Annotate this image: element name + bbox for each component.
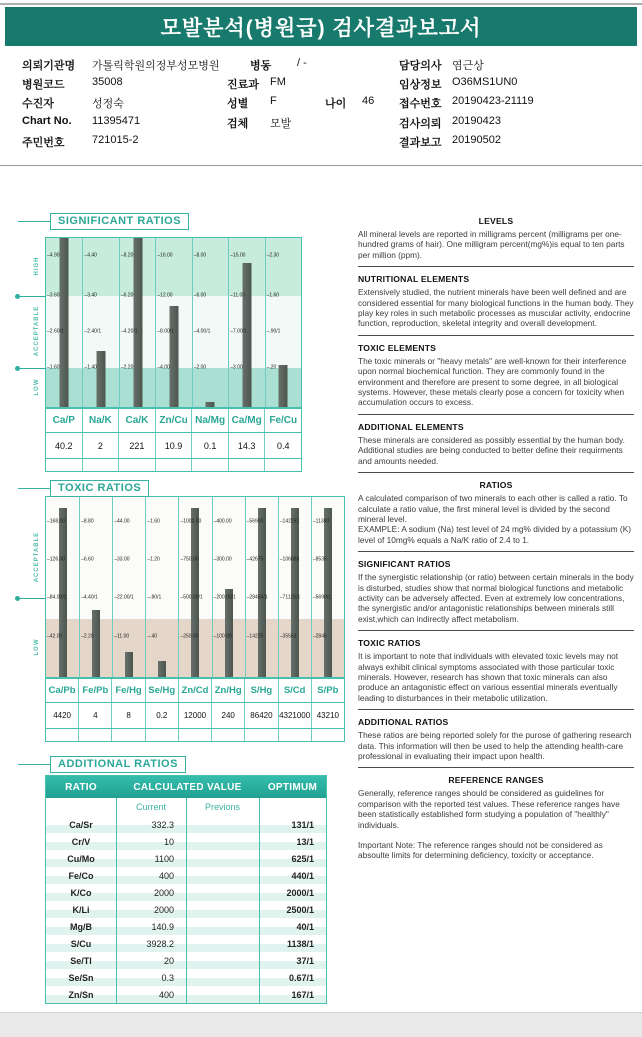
chart-column [145, 497, 178, 677]
chart-column [112, 497, 145, 677]
tick-label: –42675 [246, 557, 264, 564]
tick-label: –2.00 [193, 364, 207, 371]
chart-column [46, 497, 79, 677]
table-cell: 10 [163, 836, 174, 847]
tick-label: –4.40 [84, 252, 97, 259]
chart-row-emp [46, 458, 301, 471]
ratio-value-cell: 10.9 [155, 433, 192, 458]
previous-value-cell [311, 729, 344, 741]
table-cell: 0.3 [161, 972, 174, 983]
toxic-ratios-axis [30, 496, 45, 678]
tick-label: –8.20 [120, 252, 134, 259]
table-cell: Ca/Sr [69, 819, 93, 830]
table-cell: 0.67/1 [288, 972, 314, 983]
field-value: 20190502 [452, 134, 501, 146]
text-section-additional-ratios [358, 717, 634, 768]
field-label: 진료과 [227, 79, 259, 91]
tick-label: –6.00 [193, 292, 207, 299]
chart-row-emp [46, 728, 344, 741]
section-paragraph: A calculated comparison of two minerals to each other is called a ratio. To calculate a ratio value, the first mineral level is divided by the second mineral level. [358, 493, 628, 524]
tick-label: –6.20 [120, 292, 134, 299]
tick-label: –12.00 [157, 292, 173, 299]
ideal-line-marker [18, 598, 46, 599]
table-cell: 140.9 [151, 921, 174, 932]
zone-label: LOW [34, 638, 40, 656]
ratio-label-cell: S/Pb [311, 679, 344, 702]
bar-Se/Hg [158, 661, 166, 677]
chart-column [265, 238, 301, 407]
chart-column [311, 497, 344, 677]
bar-S/Pb [324, 508, 332, 677]
section-heading: TOXIC RATIOS [358, 638, 421, 649]
table-cell: Mg/B [70, 921, 92, 932]
chart-column [79, 497, 112, 677]
text-section-additional-elements [358, 422, 634, 473]
tick-label: –100.00 [213, 633, 232, 640]
tick-label: –2.40/1 [84, 328, 102, 335]
report-title: 모발분석(병원급) 검사결과보고서 [160, 16, 482, 40]
ratio-value-cell: 0.2 [145, 703, 178, 728]
significant-ratios-title: SIGNIFICANT RATIOS [50, 213, 189, 230]
previous-value-cell [155, 459, 192, 471]
text-section-significant-ratios [358, 559, 634, 631]
table-cell: Se/Sn [68, 972, 94, 983]
zone-label: HIGH [34, 256, 40, 276]
section-paragraph: EXAMPLE: A sodium (Na) test level of 24 mg% divided by a potassium (K) level of 10mg% equals a Na/K ratio of 2.4 to 1. [358, 524, 631, 545]
previous-value-cell [118, 459, 155, 471]
ratio-label-cell: Fe/Hg [111, 679, 144, 702]
ratio-value-cell: 0.1 [191, 433, 228, 458]
table-cell: 2000/1 [286, 887, 314, 898]
table-cell: Cr/V [71, 836, 91, 847]
additional-ratios-title: ADDITIONAL RATIOS [50, 756, 186, 773]
ratio-value-cell: 4321000 [278, 703, 311, 728]
tick-label: –.90/1 [266, 328, 281, 335]
table-cell: 2000 [153, 887, 174, 898]
previous-value-cell [46, 729, 78, 741]
bar-Na/K [97, 351, 106, 407]
text-section-toxic-elements [358, 343, 634, 415]
field-label: 나이 [325, 98, 347, 110]
chart-column [245, 497, 278, 677]
previous-value-cell [278, 729, 311, 741]
tick-label: –3.60 [47, 292, 60, 299]
field-label: 임상정보 [399, 79, 442, 91]
tick-label: –8535 [312, 557, 327, 564]
table-cell: 400 [158, 989, 174, 1000]
ratio-label-cell: Fe/Cu [264, 409, 301, 432]
zone-label: LOW [34, 378, 40, 396]
ratio-label-cell: S/Hg [244, 679, 277, 702]
section-paragraph: The toxic minerals or "heavy metals" are well-known for their interference upon normal biochemical function. They are commonly found in the environment and therefore are present to some degree, in all biological systems. However, these metals clearly pose a concern for toxicity when accumulation occurs to excess. [358, 355, 627, 408]
field-value: / - [297, 57, 307, 69]
column-header: OPTIMUM [267, 781, 318, 793]
field-value: 가톨릭학원의정부성모병원 [92, 60, 220, 72]
chart-row-val [46, 702, 344, 728]
table-cell: 1138/1 [286, 938, 314, 949]
tick-label: –126.00 [47, 557, 66, 564]
column-header: RATIO [65, 781, 97, 793]
chart-column [119, 238, 155, 407]
tick-label: –142251 [279, 518, 300, 525]
toxic-ratios-table [45, 678, 345, 742]
section-paragraph: Generally, reference ranges should be considered as guidelines for comparison with the reported test values. These reference ranges have been statistically established form studying a population of "healthly" individuals. [358, 788, 620, 830]
ratio-value-cell: 43210 [311, 703, 344, 728]
tick-label: –11.00 [230, 292, 246, 299]
tick-label: –4.20/1 [120, 328, 138, 335]
tick-label: –14225 [246, 633, 264, 640]
zone-label: ACCEPTABLE [34, 305, 40, 357]
previous-value-cell [46, 459, 82, 471]
header-rule [18, 764, 50, 765]
tick-label: –400.00 [213, 518, 232, 525]
tick-label: –11.00 [114, 633, 130, 640]
bar-Na/Mg [206, 402, 215, 407]
field-value: O36MS1UN0 [452, 76, 518, 88]
significant-ratios-header [18, 213, 189, 230]
field-label: 담당의사 [399, 60, 442, 72]
bar-Ca/P [60, 238, 69, 407]
ratio-value-cell: 0.4 [264, 433, 301, 458]
bar-Ca/Mg [242, 263, 251, 407]
previous-value-cell [264, 459, 301, 471]
tick-label: –2.30 [266, 252, 280, 259]
ratio-label-cell: Ca/K [118, 409, 155, 432]
chart-column [228, 238, 264, 407]
field-label: 병동 [250, 60, 272, 72]
previous-value-cell [191, 459, 228, 471]
ratio-value-cell: 8 [111, 703, 144, 728]
column-header: CALCULATED VALUE [133, 781, 242, 793]
field-label: 의뢰기관명 [22, 60, 76, 72]
text-section-toxic-ratios [358, 638, 634, 710]
table-cell: S/Cu [70, 938, 92, 949]
ratio-label-cell: Ca/Pb [48, 685, 76, 696]
field-value: 20190423-21119 [452, 95, 534, 107]
tick-label: –15.00 [230, 252, 246, 259]
tick-label: –106688 [279, 557, 300, 564]
tick-label: –4.40/1 [81, 594, 98, 601]
text-section-reference-ranges [358, 775, 634, 866]
ideal-line-marker [18, 296, 46, 297]
previous-value-cell [178, 729, 211, 741]
previous-value-cell [145, 729, 178, 741]
table-cell: 167/1 [291, 989, 314, 1000]
field-value: 성정숙 [92, 98, 124, 110]
tick-label: –300.00 [213, 557, 232, 564]
table-cell: 2000 [153, 904, 174, 915]
header-divider [0, 165, 642, 166]
table-cell: Fe/Co [68, 870, 94, 881]
bar-Fe/Pb [92, 610, 100, 677]
table-cell: 13/1 [296, 836, 314, 847]
text-section-nutritional-elements [358, 274, 634, 336]
tick-label: –2845 [312, 633, 327, 640]
tick-label: –2.20 [120, 364, 134, 371]
chart-column [212, 497, 245, 677]
table-cell: 1100 [154, 853, 174, 864]
tick-label: –33.00 [114, 557, 130, 564]
table-cell: 440/1 [291, 870, 314, 881]
tick-label: –11380 [312, 518, 330, 525]
table-cell: 20 [163, 955, 174, 966]
footer-band [0, 1012, 642, 1037]
field-label: 검체 [227, 118, 249, 130]
ratio-label-cell: Se/Hg [145, 679, 178, 702]
field-value: 20190423 [452, 115, 501, 127]
section-heading: RATIOS [479, 480, 513, 491]
chart-column [46, 238, 82, 407]
ratio-label-cell: Na/K [82, 409, 119, 432]
field-value: F [270, 95, 277, 107]
field-label: 성별 [227, 98, 249, 110]
chart-column [192, 238, 228, 407]
tick-label: –5690/1 [312, 594, 331, 601]
chart-column [82, 238, 118, 407]
column-divider [259, 798, 260, 1003]
table-cell: 3928.2 [146, 938, 174, 949]
tick-label: –.80/1 [147, 594, 162, 601]
tick-label: –8.80 [81, 518, 94, 525]
tick-label: –6.60 [81, 557, 94, 564]
tick-label: –44.00 [114, 518, 130, 525]
section-heading: ADDITIONAL RATIOS [358, 717, 449, 728]
table-cell: Se/Tl [70, 955, 92, 966]
section-heading: NUTRITIONAL ELEMENTS [358, 274, 470, 285]
chart-row-val [46, 432, 301, 458]
ratio-label-cell: Zn/Cd [178, 679, 211, 702]
ratio-label-cell: Fe/Pb [78, 679, 111, 702]
field-value: 721015-2 [92, 134, 139, 146]
ratio-value-cell: 4 [78, 703, 111, 728]
tick-label: –16.00 [157, 252, 173, 259]
text-section-levels [358, 216, 634, 267]
section-paragraph: All mineral levels are reported in milligrams percent (milligrams per one-hundred grams of hair). One milligram percent(mg%)is equal to ten parts per million (ppm). [358, 229, 625, 260]
tick-label: –28450/1 [246, 594, 268, 601]
chart-column [155, 238, 191, 407]
tick-label: –1000.00 [180, 518, 202, 525]
ratio-value-cell: 240 [211, 703, 244, 728]
section-heading: ADDITIONAL ELEMENTS [358, 421, 464, 432]
tick-label: –22.00/1 [114, 594, 134, 601]
tick-label: –3.00 [230, 364, 243, 371]
field-value: 11395471 [92, 115, 141, 127]
tick-label: –3.40 [84, 292, 97, 299]
previous-value-cell [82, 459, 119, 471]
tick-label: –35563 [279, 633, 297, 640]
field-label: 결과보고 [399, 137, 442, 149]
tick-label: –1.20 [147, 557, 160, 564]
table-cell: Cu/Mo [67, 853, 95, 864]
column-divider [186, 798, 187, 1003]
ideal-line-marker [18, 368, 46, 369]
bar-Zn/Cu [169, 306, 178, 407]
ratio-value-cell: 4420 [53, 711, 71, 720]
zone-label: ACCEPTABLE [34, 531, 40, 583]
significant-ratios-axis [30, 237, 45, 408]
tick-label: –8.00 [193, 252, 207, 259]
tick-label: –56900 [246, 518, 264, 525]
header-rule [18, 488, 50, 489]
section-heading: REFERENCE RANGES [448, 775, 544, 786]
field-label: Chart No. [22, 115, 72, 127]
section-heading: TOXIC ELEMENTS [358, 342, 437, 353]
field-label: 수진자 [22, 98, 54, 110]
section-paragraph: These minerals are considered as possibly essential by the human body. Additional studies are being conducted to better define their requirments and amounts needed. [358, 434, 625, 466]
ratio-value-cell: 40.2 [55, 440, 73, 451]
table-cell: 625/1 [291, 853, 314, 864]
tick-label: –1.60 [266, 292, 280, 299]
field-value: 모발 [270, 118, 292, 130]
section-paragraph: If the synergistic relationship (or ratio) between certain minerals in the body is disturbed, studies show that normal biological functions and metabolic activity can be adversely affected. Even at extremely low concentrations, the synergistic and/or antagonistic relationships between minerals still exist,which can indirectly affect metabolism. [358, 572, 634, 624]
subcolumn-header: Current [135, 802, 166, 812]
section-paragraph: Extensively studied, the nutrient minerals have been well defined and are considered essential for many biological functions in the human body. They play key roles in such metabolic processes as muscular activity, endocrine function, reproduction, skeletal integrity and overall development. [358, 287, 634, 329]
previous-value-cell [111, 729, 144, 741]
toxic-ratios-title: TOXIC RATIOS [50, 480, 149, 497]
table-cell: 332.3 [151, 819, 174, 830]
tick-label: –.40 [147, 633, 158, 640]
bar-Ca/K [133, 238, 142, 407]
ratio-value-cell: 14.3 [228, 433, 265, 458]
additional-ratios-table [45, 775, 327, 1004]
bar-Fe/Cu [279, 365, 288, 407]
significant-ratios-table [45, 408, 302, 472]
table-cell: 40/1 [296, 921, 314, 932]
bar-Ca/Pb [59, 508, 67, 677]
field-value: 46 [362, 95, 375, 107]
ratio-value-cell: 2 [82, 433, 119, 458]
text-section-ratios [358, 480, 634, 552]
section-paragraph: Important Note: The reference ranges should not be considered as absoulte limits for determining deficiency, toxicity or acceptance. [358, 840, 603, 861]
chart-row-cat [46, 408, 301, 432]
ratio-value-cell: 12000 [178, 703, 211, 728]
field-value: 염근상 [452, 60, 484, 72]
ratio-label-cell: Na/Mg [191, 409, 228, 432]
table-cell: 37/1 [296, 955, 314, 966]
tick-label: –7.00/1 [230, 328, 247, 335]
section-paragraph: These ratios are being reported solely for the purose of gathering research data. This information will then be used to help the attending health-care professional in evaluating their impact upon health. [358, 730, 632, 761]
bar-S/Hg [258, 508, 266, 677]
field-label: 검사의뢰 [399, 118, 442, 130]
tick-label: –1.40 [84, 364, 97, 371]
previous-value-cell [78, 729, 111, 741]
previous-value-cell [244, 729, 277, 741]
tick-label: –42.00 [47, 633, 63, 640]
column-divider [116, 798, 117, 1003]
field-value: FM [270, 76, 286, 88]
tick-label: –2.20 [81, 633, 94, 640]
table-cell: 400 [158, 870, 174, 881]
patient-info [0, 0, 642, 165]
chart-row-cat [46, 678, 344, 702]
tick-label: –.20 [266, 364, 277, 371]
bar-S/Cd [291, 508, 299, 677]
tick-label: –1.60 [147, 518, 160, 525]
tick-label: –8.00/1 [157, 328, 174, 335]
table-cell: 131/1 [291, 819, 314, 830]
toxic-ratios-header [18, 480, 149, 497]
field-value: 35008 [92, 76, 123, 88]
tick-label: –750.00 [180, 557, 199, 564]
field-label: 접수번호 [399, 98, 442, 110]
tick-label: –200.00/1 [213, 594, 236, 601]
chart-column [278, 497, 311, 677]
table-cell: Zn/Sn [68, 989, 94, 1000]
field-label: 병원코드 [22, 79, 65, 91]
ratio-label-cell: Ca/Mg [228, 409, 265, 432]
tick-label: –4.00 [157, 364, 170, 371]
bar-Zn/Cd [191, 508, 199, 677]
ratio-label-cell: S/Cd [278, 679, 311, 702]
additional-ratios-header [18, 756, 186, 773]
chart-column [178, 497, 211, 677]
tick-label: –4.00/1 [193, 328, 211, 335]
previous-value-cell [211, 729, 244, 741]
table-cell: 2500/1 [286, 904, 314, 915]
tick-label: –4.90 [47, 252, 60, 259]
ratio-label-cell: Ca/P [52, 415, 75, 426]
section-heading: SIGNIFICANT RATIOS [358, 559, 451, 570]
tick-label: –250.00 [180, 633, 199, 640]
subcolumn-header: Previons [204, 802, 240, 812]
ratio-value-cell: 221 [118, 433, 155, 458]
section-paragraph: It is important to note that individuals with elevated toxic levels may not always exhibit clinical symptoms associated with those particular toxic minerals. However, research has shown that toxic minerals can also produce an antagonistic effect on various essential minerals eventually leading to disturbances in their metabolic utilization. [358, 651, 619, 703]
significant-ratios-chart [45, 237, 302, 408]
section-heading: LEVELS [478, 216, 514, 226]
header-rule [18, 221, 50, 222]
table-cell: K/Li [72, 904, 90, 915]
ratio-label-cell: Zn/Cu [155, 409, 192, 432]
additional-ratios-table-head [46, 776, 326, 798]
bar-Fe/Hg [125, 652, 133, 677]
ratio-value-cell: 86420 [244, 703, 277, 728]
tick-label: –84.00/1 [47, 594, 67, 601]
table-cell: K/Co [70, 887, 92, 898]
tick-label: –2.60/1 [47, 328, 64, 335]
ratio-label-cell: Zn/Hg [211, 679, 244, 702]
previous-value-cell [228, 459, 265, 471]
tick-label: –1.60 [47, 364, 60, 371]
tick-label: –500.00/1 [180, 594, 203, 601]
field-label: 주민번호 [22, 137, 65, 149]
explanatory-text-column [358, 216, 634, 874]
tick-label: –168.00 [47, 518, 66, 525]
tick-label: –71126/1 [279, 594, 301, 601]
toxic-ratios-chart [45, 496, 345, 678]
